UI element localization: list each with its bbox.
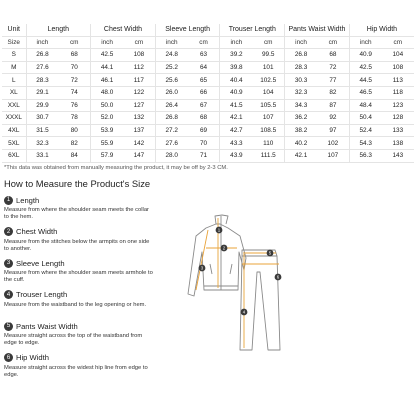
value-cell: 30.3 <box>285 74 317 87</box>
value-cell: 67 <box>188 99 220 112</box>
table-row <box>2 124 414 137</box>
value-cell: 57.9 <box>91 149 123 162</box>
value-cell: 43.9 <box>220 149 252 162</box>
guide-item-description: Measure from the waistband to the leg opening or hem. <box>4 301 147 308</box>
table-row <box>2 99 414 112</box>
value-cell: 108.5 <box>252 124 284 137</box>
value-cell: 42.5 <box>91 49 123 62</box>
hip-width-header: Hip Width <box>349 24 414 36</box>
value-cell: 69 <box>188 124 220 137</box>
value-cell: 66 <box>188 86 220 99</box>
value-cell: 39.8 <box>220 61 252 74</box>
value-cell: 72 <box>317 61 349 74</box>
value-cell: 143 <box>382 149 414 162</box>
measurement-note: *This data was obtained from manually measuring the product, it may be off by 2-3 CM. <box>4 165 228 171</box>
value-cell: 56.3 <box>349 149 381 162</box>
value-cell: 27.6 <box>26 61 58 74</box>
value-cell: 118 <box>382 86 414 99</box>
size-cell: 6XL <box>2 149 26 162</box>
table-row <box>2 49 414 62</box>
value-cell: 128 <box>382 112 414 125</box>
value-cell: 29.1 <box>26 86 58 99</box>
value-cell: 105.5 <box>252 99 284 112</box>
unit-cell: cm <box>188 36 220 49</box>
size-cell: 5XL <box>2 137 26 150</box>
value-cell: 40.9 <box>349 49 381 62</box>
unit-cell: inch <box>285 36 317 49</box>
table-row <box>2 61 414 74</box>
table-row <box>2 74 414 87</box>
value-cell: 63 <box>188 49 220 62</box>
table-row <box>2 86 414 99</box>
unit-cell: cm <box>123 36 155 49</box>
value-cell: 29.9 <box>26 99 58 112</box>
number-badge-icon: 1 <box>4 196 13 205</box>
unit-cell: cm <box>317 36 349 49</box>
value-cell: 82 <box>317 86 349 99</box>
value-cell: 44.5 <box>349 74 381 87</box>
value-cell: 36.2 <box>285 112 317 125</box>
guide-item-name: Length <box>16 195 40 205</box>
value-cell: 70 <box>58 61 90 74</box>
value-cell: 123 <box>382 99 414 112</box>
measure-guide-title: How to Measure the Product's Size <box>4 178 151 189</box>
value-cell: 46.1 <box>91 74 123 87</box>
value-cell: 25.6 <box>155 74 187 87</box>
unit-cell: cm <box>252 36 284 49</box>
size-cell: 4XL <box>2 124 26 137</box>
value-cell: 26.8 <box>285 49 317 62</box>
value-cell: 42.1 <box>220 112 252 125</box>
value-cell: 65 <box>188 74 220 87</box>
value-cell: 24.8 <box>155 49 187 62</box>
value-cell: 92 <box>317 112 349 125</box>
value-cell: 52.4 <box>349 124 381 137</box>
value-cell: 77 <box>317 74 349 87</box>
guide-item-name: Trouser Length <box>16 290 68 300</box>
value-cell: 50.0 <box>91 99 123 112</box>
svg-text:4: 4 <box>242 309 246 315</box>
value-cell: 64 <box>188 61 220 74</box>
value-cell: 28.3 <box>285 61 317 74</box>
value-cell: 104 <box>382 49 414 62</box>
value-cell: 97 <box>317 124 349 137</box>
value-cell: 133 <box>382 124 414 137</box>
pants-waist-width-header: Pants Waist Width <box>285 24 350 36</box>
value-cell: 101 <box>252 61 284 74</box>
value-cell: 107 <box>252 112 284 125</box>
value-cell: 110 <box>252 137 284 150</box>
table-row <box>2 137 414 150</box>
svg-text:1: 1 <box>217 227 221 233</box>
value-cell: 42.7 <box>220 124 252 137</box>
unit-cell: cm <box>382 36 414 49</box>
number-badge-icon: 5 <box>4 322 13 331</box>
value-cell: 28.0 <box>155 149 187 162</box>
measure-guide-list <box>4 195 164 385</box>
value-cell: 32.3 <box>26 137 58 150</box>
guide-item-description: Measure from where the shoulder seam meets the collar to the hem. <box>4 207 149 220</box>
value-cell: 40.2 <box>285 137 317 150</box>
value-cell: 127 <box>123 99 155 112</box>
value-cell: 40.9 <box>220 86 252 99</box>
value-cell: 26.8 <box>26 49 58 62</box>
value-cell: 42.5 <box>349 61 381 74</box>
size-label: Size <box>2 36 26 49</box>
value-cell: 137 <box>123 124 155 137</box>
unit-cell: inch <box>91 36 123 49</box>
value-cell: 43.3 <box>220 137 252 150</box>
unit-cell: inch <box>349 36 381 49</box>
value-cell: 104 <box>252 86 284 99</box>
value-cell: 132 <box>123 112 155 125</box>
value-cell: 28.3 <box>26 74 58 87</box>
number-badge-icon: 6 <box>4 353 13 362</box>
value-cell: 111.5 <box>252 149 284 162</box>
value-cell: 25.2 <box>155 61 187 74</box>
value-cell: 76 <box>58 99 90 112</box>
unit-cell: inch <box>155 36 187 49</box>
size-cell: M <box>2 61 26 74</box>
value-cell: 40.4 <box>220 74 252 87</box>
guide-item <box>4 353 164 385</box>
value-cell: 68 <box>58 49 90 62</box>
guide-item <box>4 195 164 227</box>
number-badge-icon: 3 <box>4 259 13 268</box>
guide-item <box>4 321 164 353</box>
value-cell: 46.5 <box>349 86 381 99</box>
value-cell: 41.5 <box>220 99 252 112</box>
guide-item-description: Measure straight across the top of the waistband from edge to edge. <box>4 333 143 347</box>
guide-item-name: Chest Width <box>16 227 58 237</box>
size-cell: XL <box>2 86 26 99</box>
value-cell: 68 <box>188 112 220 125</box>
svg-text:3: 3 <box>200 265 204 271</box>
value-cell: 108 <box>382 61 414 74</box>
value-cell: 112 <box>123 61 155 74</box>
length-header: Length <box>26 24 91 36</box>
size-cell: XXL <box>2 99 26 112</box>
units-row <box>2 36 414 49</box>
value-cell: 71 <box>188 149 220 162</box>
value-cell: 44.1 <box>91 61 123 74</box>
value-cell: 34.3 <box>285 99 317 112</box>
value-cell: 142 <box>123 137 155 150</box>
value-cell: 68 <box>317 49 349 62</box>
value-cell: 113 <box>382 74 414 87</box>
trouser-length-header: Trouser Length <box>220 24 285 36</box>
value-cell: 102 <box>317 137 349 150</box>
value-cell: 27.2 <box>155 124 187 137</box>
value-cell: 26.8 <box>155 112 187 125</box>
value-cell: 54.3 <box>349 137 381 150</box>
unit-cell: inch <box>26 36 58 49</box>
size-cell: XXXL <box>2 112 26 125</box>
value-cell: 42.1 <box>285 149 317 162</box>
sleeve-length-header: Sleeve Length <box>155 24 220 36</box>
value-cell: 48.0 <box>91 86 123 99</box>
guide-item-name: Sleeve Length <box>16 258 65 268</box>
value-cell: 39.2 <box>220 49 252 62</box>
value-cell: 87 <box>317 99 349 112</box>
value-cell: 122 <box>123 86 155 99</box>
svg-text:6: 6 <box>276 274 280 280</box>
table-header-row <box>2 24 414 36</box>
number-badge-icon: 4 <box>4 290 13 299</box>
value-cell: 80 <box>58 124 90 137</box>
value-cell: 27.6 <box>155 137 187 150</box>
svg-text:5: 5 <box>268 250 272 256</box>
garment-illustration <box>180 210 290 360</box>
guide-item-description: Measure from where the shoulder seam meets armhole to the cuff. <box>4 270 153 284</box>
number-badge-icon: 2 <box>4 227 13 236</box>
guide-item <box>4 290 164 322</box>
guide-item-description: Measure straight across the widest hip line from edge to edge. <box>4 364 148 378</box>
value-cell: 53.9 <box>91 124 123 137</box>
size-chart-table <box>2 24 414 163</box>
value-cell: 138 <box>382 137 414 150</box>
value-cell: 32.3 <box>285 86 317 99</box>
unit-header: Unit <box>2 24 26 36</box>
guide-item-name: Hip Width <box>16 353 49 363</box>
value-cell: 55.9 <box>91 137 123 150</box>
value-cell: 52.0 <box>91 112 123 125</box>
size-cell: L <box>2 74 26 87</box>
value-cell: 38.2 <box>285 124 317 137</box>
value-cell: 82 <box>58 137 90 150</box>
value-cell: 99.5 <box>252 49 284 62</box>
value-cell: 30.7 <box>26 112 58 125</box>
value-cell: 70 <box>188 137 220 150</box>
value-cell: 78 <box>58 112 90 125</box>
guide-item-description: Measure from the stitches below the armpits on one side to another. <box>4 238 150 252</box>
table-row <box>2 149 414 162</box>
value-cell: 26.4 <box>155 99 187 112</box>
value-cell: 102.5 <box>252 74 284 87</box>
value-cell: 72 <box>58 74 90 87</box>
value-cell: 26.0 <box>155 86 187 99</box>
value-cell: 147 <box>123 149 155 162</box>
guide-item-name: Pants Waist Width <box>16 321 78 331</box>
svg-text:2: 2 <box>222 245 226 251</box>
unit-cell: cm <box>58 36 90 49</box>
value-cell: 117 <box>123 74 155 87</box>
chest-width-header: Chest Width <box>91 24 156 36</box>
size-cell: S <box>2 49 26 62</box>
value-cell: 33.1 <box>26 149 58 162</box>
value-cell: 107 <box>317 149 349 162</box>
value-cell: 74 <box>58 86 90 99</box>
guide-item <box>4 227 164 259</box>
unit-cell: inch <box>220 36 252 49</box>
value-cell: 48.4 <box>349 99 381 112</box>
table-row <box>2 112 414 125</box>
value-cell: 31.5 <box>26 124 58 137</box>
value-cell: 108 <box>123 49 155 62</box>
value-cell: 84 <box>58 149 90 162</box>
guide-item <box>4 258 164 290</box>
value-cell: 50.4 <box>349 112 381 125</box>
